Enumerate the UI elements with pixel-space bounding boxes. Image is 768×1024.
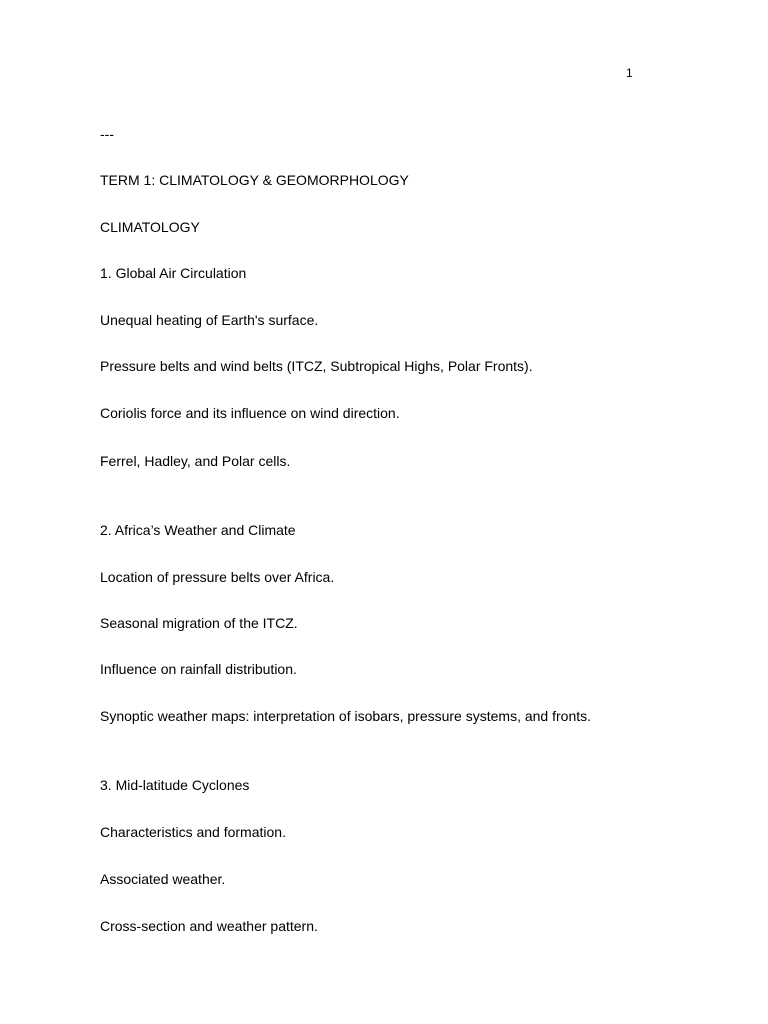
list-item: Characteristics and formation. [100, 824, 286, 840]
separator-line: --- [100, 126, 114, 142]
list-item: Synoptic weather maps: interpretation of isobars, pressure systems, and fronts. [100, 708, 592, 724]
list-item: Ferrel, Hadley, and Polar cells. [100, 453, 291, 469]
subsection-heading: 3. Mid-latitude Cyclones [100, 777, 250, 793]
list-item: Associated weather. [100, 871, 226, 887]
subsection-heading: 2. Africa’s Weather and Climate [100, 522, 296, 538]
section-heading: CLIMATOLOGY [100, 219, 200, 235]
list-item: Location of pressure belts over Africa. [100, 569, 335, 585]
list-item: Pressure belts and wind belts (ITCZ, Subtropical Highs, Polar Fronts). [100, 358, 533, 374]
list-item: Seasonal migration of the ITCZ. [100, 615, 298, 631]
page-number: 1 [626, 66, 633, 80]
subsection-heading: 1. Global Air Circulation [100, 265, 247, 281]
list-item: Coriolis force and its influence on wind direction. [100, 405, 400, 421]
term-heading: TERM 1: CLIMATOLOGY & GEOMORPHOLOGY [100, 172, 409, 188]
list-item: Influence on rainfall distribution. [100, 661, 297, 677]
list-item: Cross-section and weather pattern. [100, 918, 318, 934]
list-item: Unequal heating of Earth's surface. [100, 312, 319, 328]
